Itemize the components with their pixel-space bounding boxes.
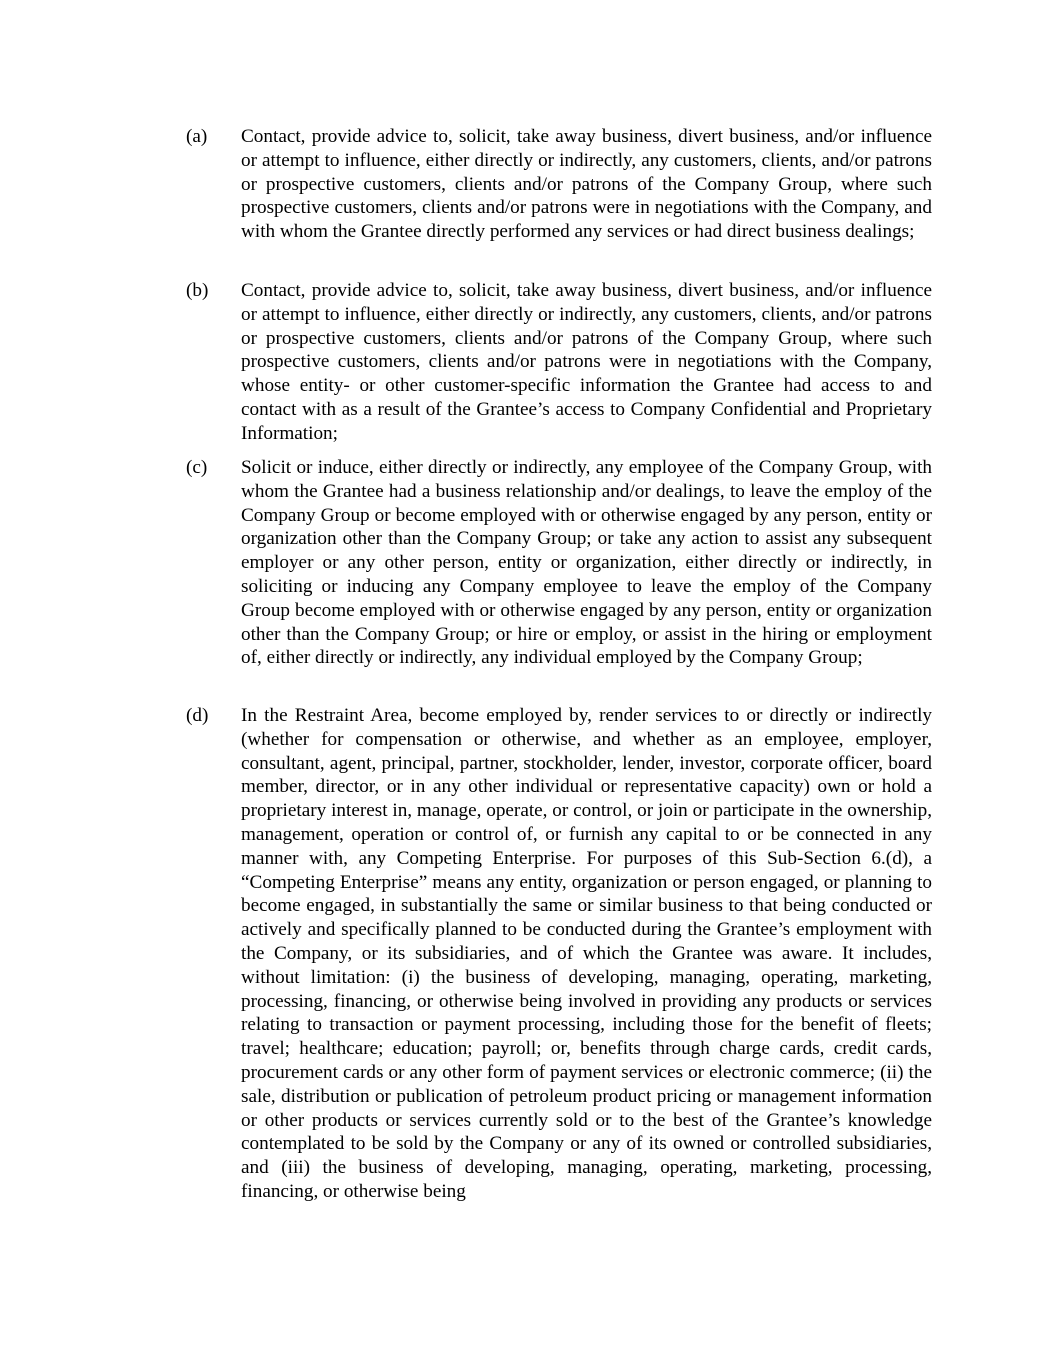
clause-text: Solicit or induce, either directly or indirectly, any employee of the Company Group, with whom the Grantee had a business relationship and/or dealings, to leave the employ of the Company Group or become employed with or otherwise engaged by any person, entity or organization other than the Company Group; or take any action to assist any subsequent employer or any other person, entity or organization, either directly or indirectly, in soliciting or inducing any Company employee to leave the employ of the Company Group become employed with or otherwise engaged by any person, entity or organization other than the Company Group; or hire or employ, or assist in the hiring or employment of, either directly or indirectly, any individual employed by the Company Group; — [241, 457, 932, 669]
clause-c — [186, 456, 932, 670]
clause-b — [186, 279, 932, 446]
clause-label: (a) — [186, 126, 208, 147]
clause-d — [186, 704, 932, 1204]
clause-a — [186, 125, 932, 244]
clause-text: Contact, provide advice to, solicit, take away business, divert business, and/or influence or attempt to influence, either directly or indirectly, any customers, clients, and/or patrons or prospective customers, clients and/or patrons of the Company Group, where such prospective customers, clients and/or patrons were in negotiations with the Company, and with whom the Grantee directly performed any services or had direct business dealings; — [241, 126, 932, 243]
clause-text: Contact, provide advice to, solicit, take away business, divert business, and/or influence or attempt to influence, either directly or indirectly, any customers, clients, and/or patrons or prospective customers, clients and/or patrons of the Company Group, where such prospective customers, clients and/or patrons were in negotiations with the Company, whose entity- or other customer-specific information the Grantee had access to and contact with as a result of the Grantee’s access to Company Confidential and Proprietary Information; — [241, 280, 932, 444]
clause-label: (d) — [186, 705, 209, 726]
clause-label: (c) — [186, 457, 208, 478]
clause-label: (b) — [186, 280, 209, 301]
clause-text: In the Restraint Area, become employed by, render services to or directly or indirectly (whether for compensation or otherwise, and whether as an employee, employer, consultant, agent, principal, partner, stockholder, lender, investor, corporate officer, board member, director, or in any other individual or representative capacity) own or hold a proprietary interest in, manage, operate, or control, or join or participate in the ownership, management, operation or control of, or furnish any capital to or be connected in any manner with, any Competing Enterprise. For purposes of this Sub-Section 6.(d), a “Competing Enterprise” means any entity, organization or person engaged, or planning to become engaged, in substantially the same or similar business to that being conducted or actively and specifically planned to be conducted during the Grantee’s employment with the Company, or its subsidiaries, and of which the Grantee was aware. It includes, without limitation: (i) the business of developing, managing, operating, marketing, processing, financing, or otherwise being involved in providing any products or services relating to transaction or payment processing, including those for the benefit of fleets; travel; healthcare; education; payroll; or, benefits through charge cards, credit cards, procurement cards or any other form of payment services or electronic commerce; (ii) the sale, distribution or publication of petroleum product pricing or management information or other products or services currently sold or to the best of the Grantee’s knowledge contemplated to be sold by the Company or any of its owned or controlled subsidiaries, and (iii) the business of developing, managing, operating, marketing, processing, financing, or otherwise being — [241, 705, 932, 1202]
